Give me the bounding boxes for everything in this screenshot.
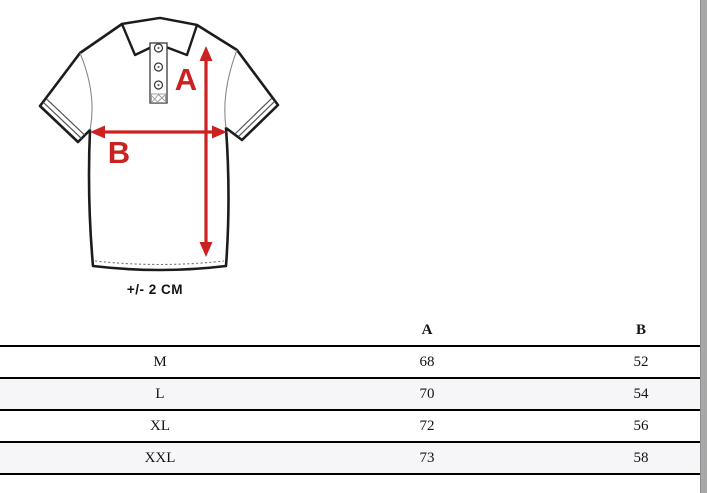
tolerance-note: +/- 2 CM (126, 282, 184, 297)
placket-hatch (152, 94, 166, 103)
polo-shirt-drawing (25, 2, 287, 286)
table-row (0, 378, 710, 410)
scrollbar-thumb[interactable] (700, 0, 707, 493)
size-cell: L (0, 378, 320, 410)
value-b-cell: 54 (534, 378, 710, 410)
value-a-cell: 72 (320, 410, 534, 442)
value-a-cell: 73 (320, 442, 534, 474)
value-b-cell: 56 (534, 410, 710, 442)
size-table (0, 316, 710, 475)
value-b-cell: 58 (534, 442, 710, 474)
size-cell: M (0, 346, 320, 378)
table-header-row (0, 316, 710, 346)
label-a: A (174, 62, 198, 97)
table-row (0, 346, 710, 378)
button-icon (157, 66, 159, 68)
value-a-cell: 70 (320, 378, 534, 410)
label-b: B (107, 135, 131, 170)
button-icon (157, 84, 159, 86)
header-b: B (534, 316, 710, 346)
scrollbar-track[interactable] (700, 0, 710, 493)
header-a: A (320, 316, 534, 346)
size-table-container (0, 316, 710, 475)
polo-shirt-diagram (25, 2, 287, 286)
header-size (0, 316, 320, 346)
size-cell: XL (0, 410, 320, 442)
table-row (0, 442, 710, 474)
value-b-cell: 52 (534, 346, 710, 378)
button-icon (157, 47, 159, 49)
value-a-cell: 68 (320, 346, 534, 378)
size-cell: XXL (0, 442, 320, 474)
table-row (0, 410, 710, 442)
